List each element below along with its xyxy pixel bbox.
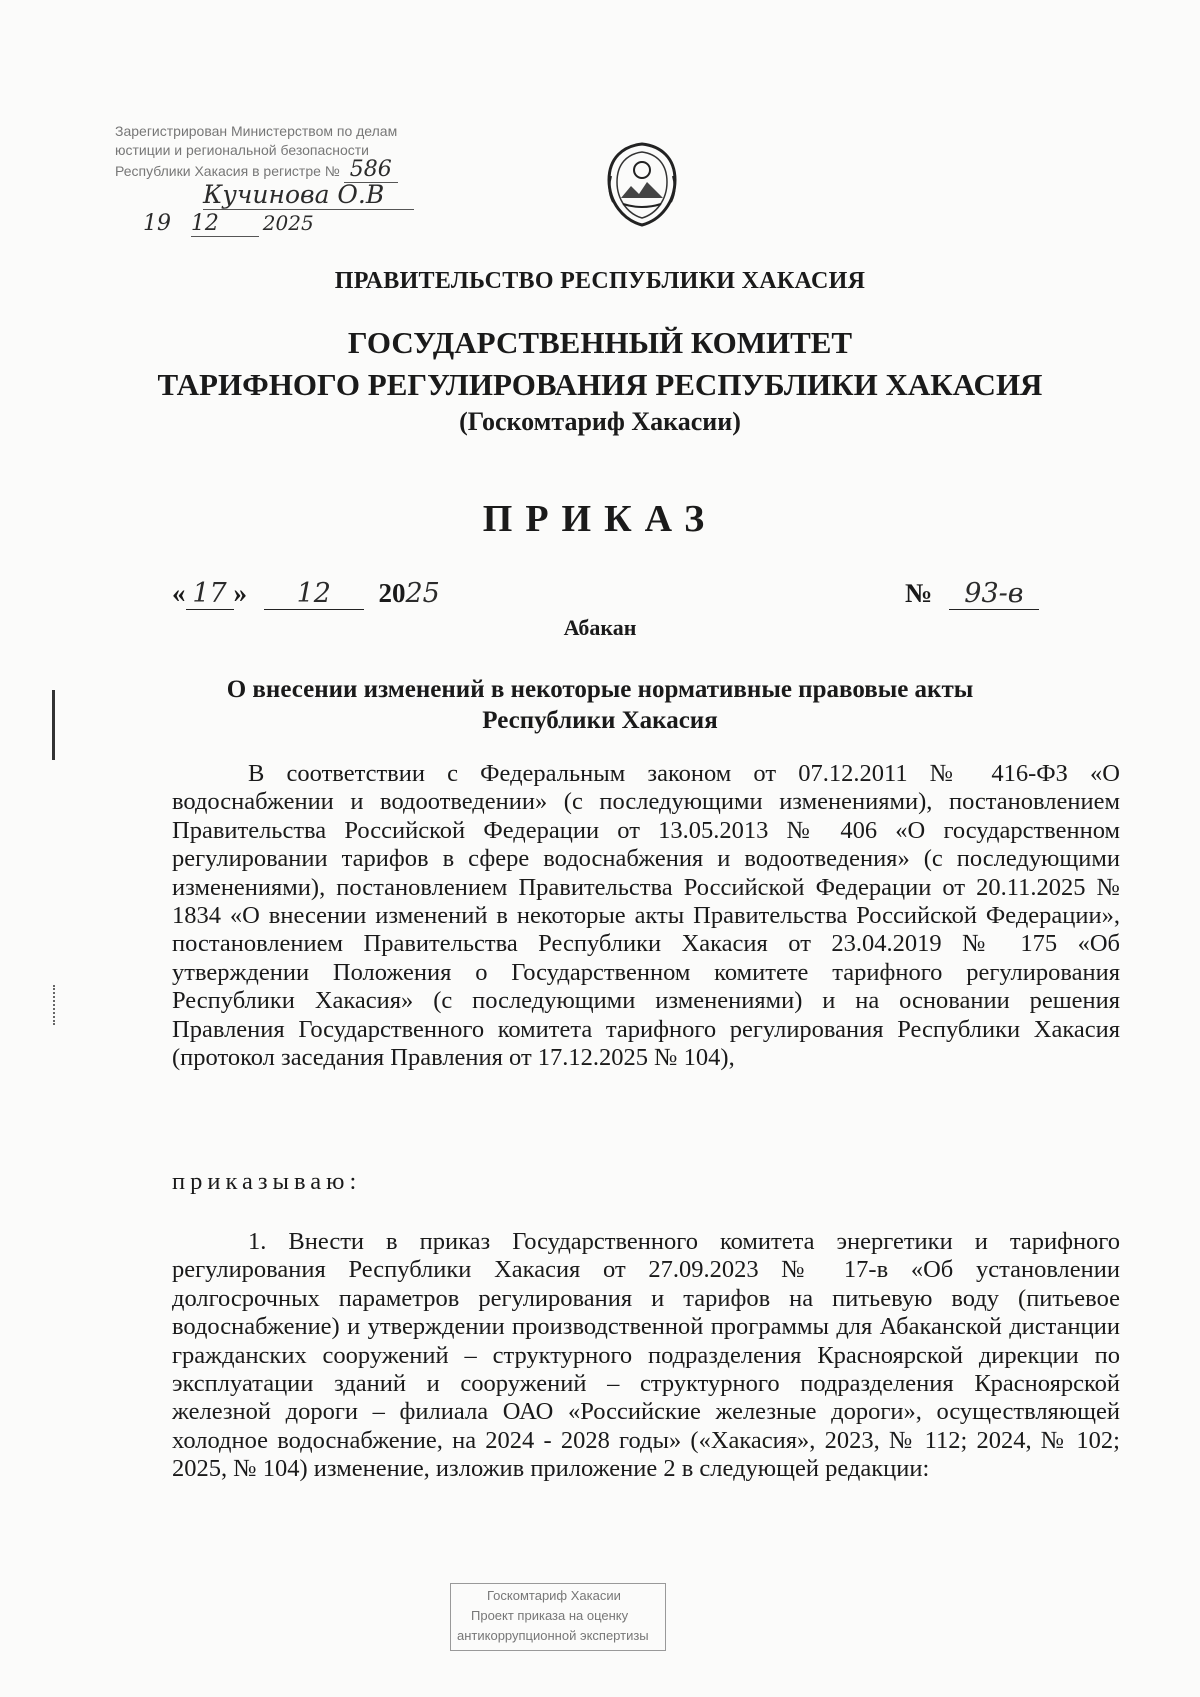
registration-line1: Зарегистрирован Министерством по делам	[115, 123, 398, 139]
registration-line2: юстиции и региональной безопасности	[115, 142, 369, 158]
registration-date-year: 2025	[262, 211, 314, 235]
preamble-paragraph: В соответствии с Федеральным законом от 07.12.2011 № 416-ФЗ «О водоснабжении и водоотведении» (с последующими изменениями), постановлением Правительства Российской Федерации от 13.05.2013 № 406 «О государственном регулировании тарифов в сфере водоснабжения и водоотведения» (с последующими изменениями), постановлением Правительства Российской Федерации от 20.11.2025 № 1834 «О внесении изменений в некоторые акты Правительства Российской Федерации», постановлением Правительства Республики Хакасия от 23.04.2019 № 175 «Об утверждении Положения о Государственном комитете тарифного регулирования Республики Хакасия» (с последующими изменениями) и на основании решения Правления Государственного комитета тарифного регулирования Республики Хакасия (протокол заседания Правления от 17.12.2025 № 104),	[172, 760, 1120, 1072]
subject-line2: Республики Хакасия	[482, 707, 718, 734]
date-day: 17	[186, 578, 234, 610]
order-date	[172, 578, 440, 610]
bottom-stamp-line3: антикоррупционной экспертизы	[457, 1628, 649, 1643]
registration-date-day: 19	[143, 211, 171, 236]
bottom-stamp-line1: Госкомтариф Хакасии	[487, 1588, 621, 1603]
order-item-1: 1. Внести в приказ Государственного комитета энергетики и тарифного регулирования Республики Хакасия от 27.09.2023 № 17-в «Об установлении долгосрочных параметров регулирования и тарифов на питьевую воду (питьевое водоснабжение) и утверждении производственной программы для Абаканской дистанции гражданских сооружений – структурного подразделения Красноярской дирекции по эксплуатации зданий и сооружений – структурного подразделения Красноярской железной дороги – филиала ОАО «Российские железные дороги», осуществляющей холодное водоснабжение, на 2024 - 2028 годы» («Хакасия», 2023, № 112; 2024, № 102; 2025, № 104) изменение, изложив приложение 2 в следующей редакции:	[172, 1228, 1120, 1483]
number-value: 93-в	[949, 578, 1039, 610]
date-year-suffix: 25	[405, 578, 440, 609]
margin-mark	[52, 690, 55, 760]
registration-line3-text: Республики Хакасия в регистре №	[115, 163, 340, 179]
government-title: ПРАВИТЕЛЬСТВО РЕСПУБЛИКИ ХАКАСИЯ	[334, 268, 866, 294]
bottom-stamp-line2: Проект приказа на оценку	[471, 1608, 629, 1623]
order-word: приказываю:	[172, 1168, 362, 1195]
registration-date	[115, 211, 445, 236]
city: Абакан	[563, 615, 637, 640]
subject-line1: О внесении изменений в некоторые нормативные правовые акты	[226, 676, 974, 703]
margin-dots	[53, 985, 57, 1025]
registration-signer-row	[115, 180, 445, 209]
date-month: 12	[264, 578, 364, 610]
committee-title-line2: ТАРИФНОГО РЕГУЛИРОВАНИЯ РЕСПУБЛИКИ ХАКАСИЯ	[157, 367, 1043, 402]
bottom-stamp	[450, 1583, 666, 1651]
coat-of-arms-icon	[603, 140, 681, 228]
committee-short-name: (Госкомтариф Хакасии)	[459, 407, 741, 436]
date-open-quote: «	[172, 578, 186, 608]
committee-title-line1: ГОСУДАРСТВЕННЫЙ КОМИТЕТ	[347, 325, 853, 360]
number-label: №	[905, 578, 933, 608]
document-type: ПРИКАЗ	[482, 498, 718, 540]
date-year-prefix: 20	[378, 578, 406, 608]
registration-signer: Кучинова О.В	[203, 180, 414, 210]
date-close-quote: »	[233, 578, 247, 608]
registration-date-month: 12	[191, 211, 259, 237]
registration-number: 586	[344, 157, 398, 183]
order-number	[905, 578, 1039, 610]
registration-stamp	[115, 122, 445, 235]
registration-line3	[115, 157, 445, 182]
